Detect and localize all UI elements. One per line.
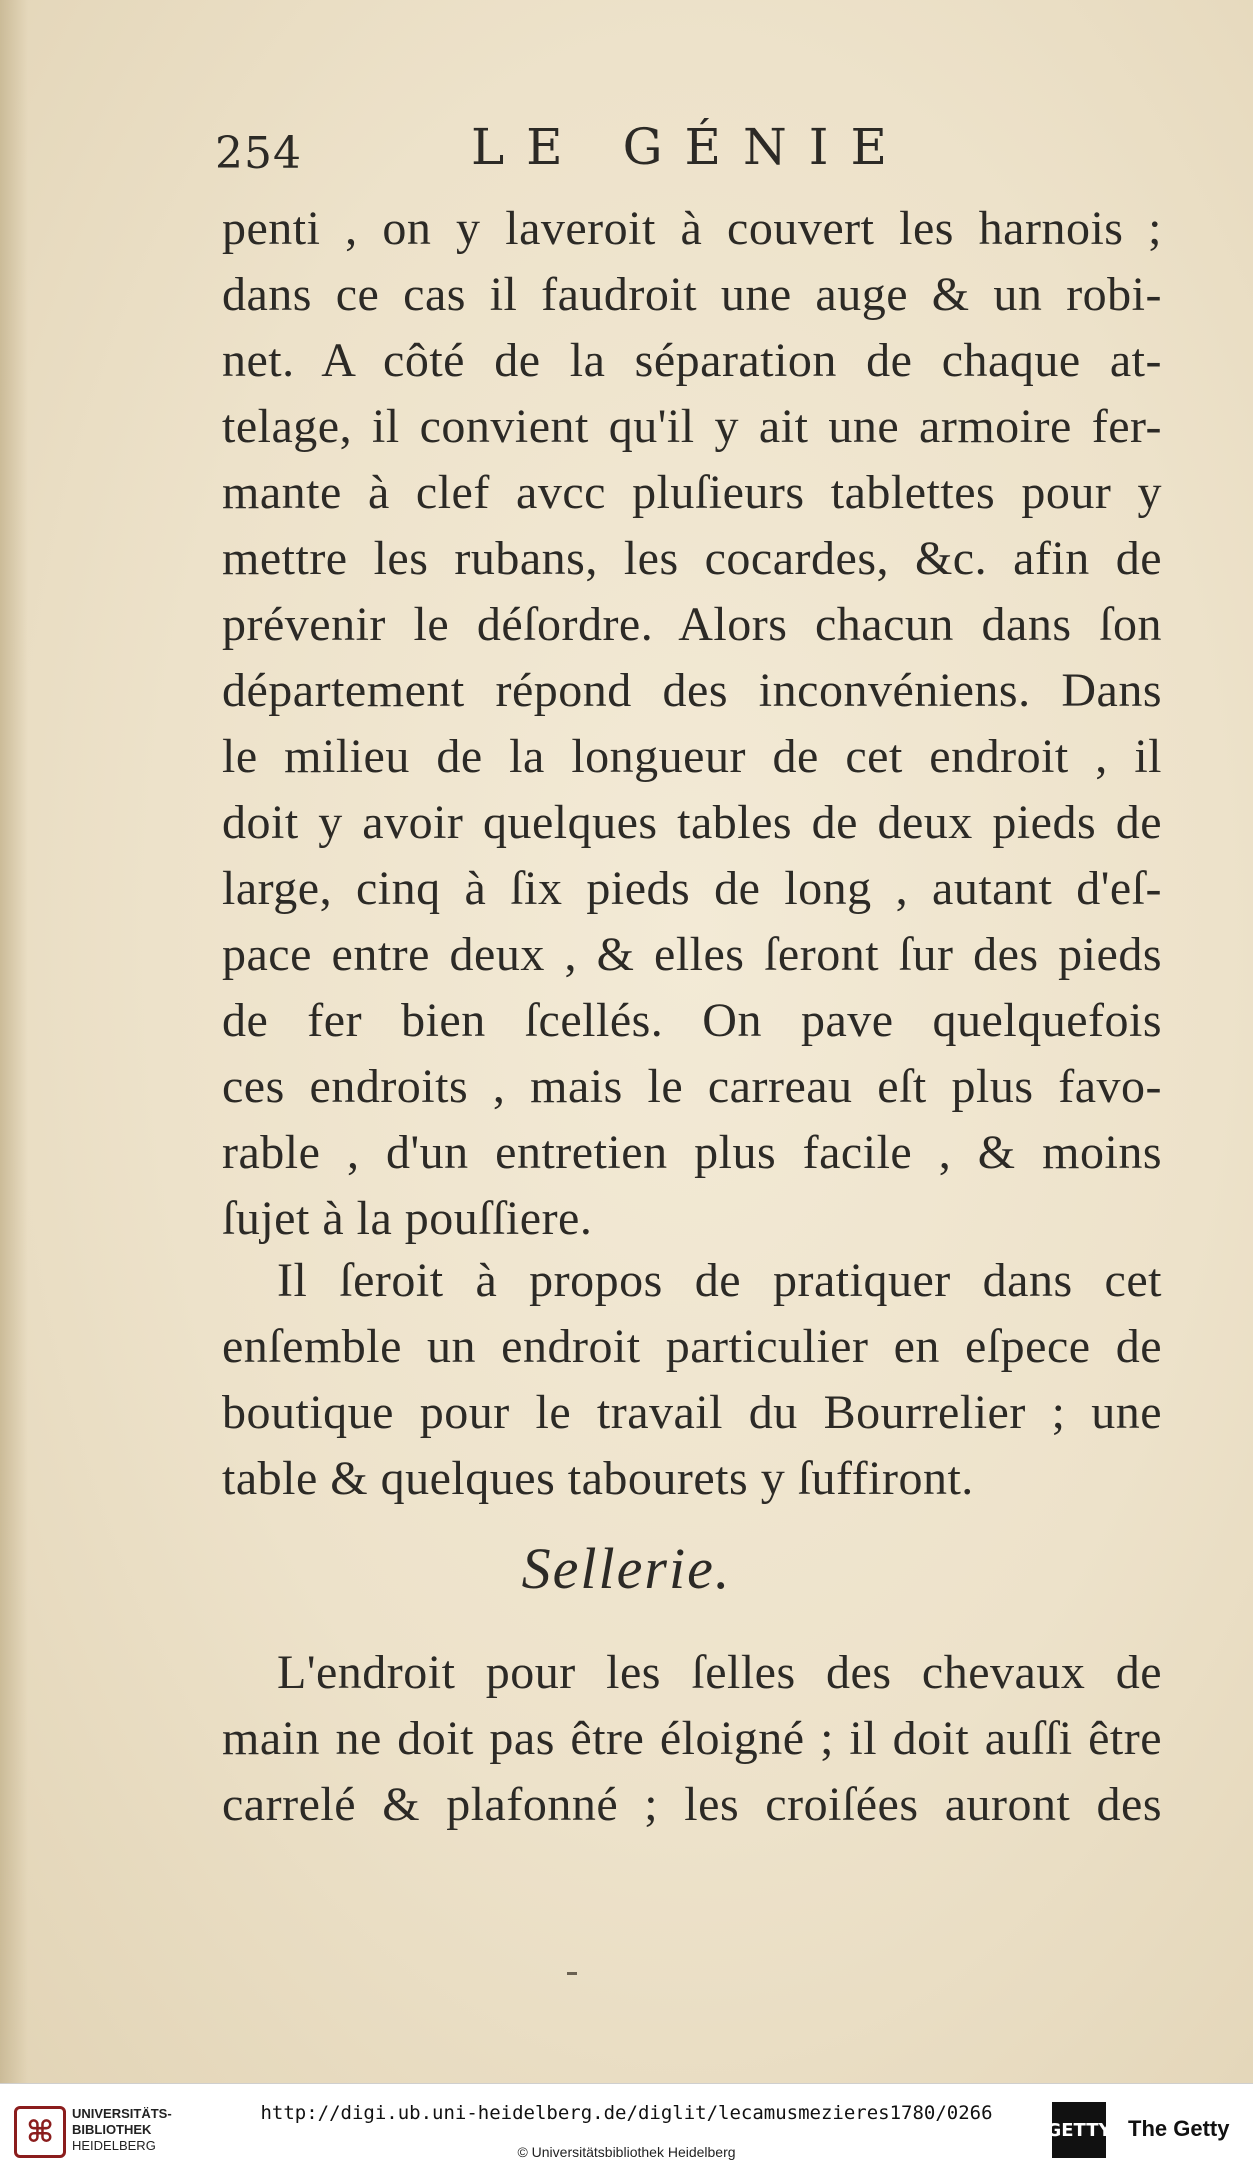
heidelberg-logo-icon: ⌘	[14, 2106, 66, 2158]
paragraph-3	[222, 1640, 1162, 1838]
text-line: le milieu de la longueur de cet endroit , il	[222, 730, 1162, 783]
copyright-notice: © Universitätsbibliothek Heidelberg	[517, 2144, 736, 2160]
text-line: prévenir le déſordre. Alors chacun dans ſon	[222, 598, 1162, 651]
digitization-footer	[0, 2083, 1253, 2176]
institution-line: BIBLIOTHEK	[72, 2122, 152, 2137]
text-line: mettre les rubans, les cocardes, &c. afin de	[222, 532, 1162, 585]
text-line: net. A côté de la séparation de chaque at-	[222, 334, 1162, 387]
paragraph-1	[222, 196, 1162, 1252]
getty-logo-icon: GETTY	[1052, 2102, 1106, 2158]
text-line: large, cinq à ſix pieds de long , autant d'eſ-	[222, 862, 1162, 915]
text-line: table & quelques tabourets y ſuffiront.	[222, 1452, 974, 1505]
text-line: enſemble un endroit particulier en eſpece de	[222, 1320, 1162, 1373]
text-line: département répond des inconvéniens. Dans	[222, 664, 1162, 717]
getty-name: The Getty	[1128, 2116, 1230, 2141]
institution-line: HEIDELBERG	[72, 2138, 156, 2153]
text-line: pace entre deux , & elles ſeront ſur des pieds	[222, 928, 1162, 981]
text-line: L'endroit pour les ſelles des chevaux de	[277, 1646, 1162, 1699]
page-number: 254	[215, 128, 302, 179]
text-line: Il ſeroit à propos de pratiquer dans cet	[277, 1254, 1162, 1307]
text-line: doit y avoir quelques tables de deux pieds de	[222, 796, 1162, 849]
text-line: boutique pour le travail du Bourrelier ; une	[222, 1386, 1162, 1439]
running-head	[215, 118, 1165, 188]
running-title: LE GÉNIE	[470, 118, 910, 176]
text-line: penti , on y laveroit à couvert les harnois ;	[222, 202, 1162, 255]
section-heading: Sellerie.	[521, 1536, 732, 1601]
permalink-url[interactable]: http://digi.ub.uni-heidelberg.de/diglit/lecamusmezieres1780/0266	[260, 2102, 993, 2124]
text-line: main ne doit pas être éloigné ; il doit auſſi être	[222, 1712, 1162, 1765]
text-line: carrelé & plafonné ; les croiſées auront des	[222, 1778, 1162, 1831]
paragraph-2	[222, 1248, 1162, 1512]
text-line: ces endroits , mais le carreau eſt plus favo-	[222, 1060, 1162, 1113]
catchword-mark	[567, 1972, 577, 1975]
text-line: de fer bien ſcellés. On pave quelquefois	[222, 994, 1162, 1047]
text-line: telage, il convient qu'il y ait une armoire fer-	[222, 400, 1162, 453]
text-line: dans ce cas il faudroit une auge & un robi-	[222, 268, 1162, 321]
institution-line: UNIVERSITÄTS-	[72, 2106, 172, 2121]
text-line: rable , d'un entretien plus facile , & moins	[222, 1126, 1162, 1179]
page-gutter-shadow	[0, 0, 28, 2083]
text-line: ſujet à la pouſſiere.	[222, 1192, 593, 1245]
text-line: mante à clef avcc pluſieurs tablettes pour y	[222, 466, 1162, 519]
